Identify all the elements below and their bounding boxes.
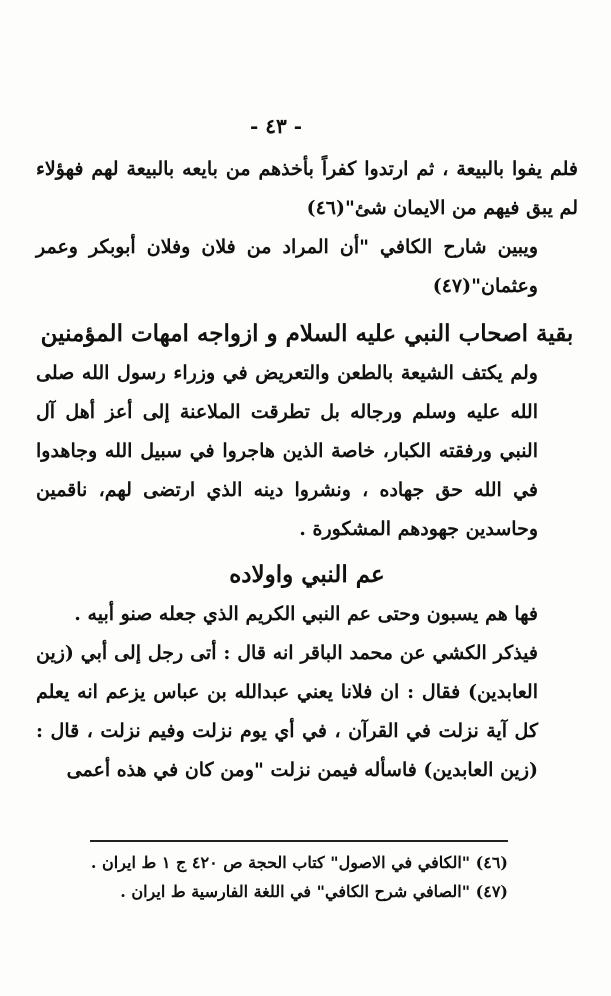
- paragraph: فها هم يسبون وحتى عم النبي الكريم الذي جعله صنو أبيه .: [74, 603, 538, 625]
- paragraph: ويبين شارح الكافي "أن المراد من فلان وفلان أبوبكر وعمر وعثمان"(٤٧): [36, 236, 538, 297]
- paragraph: فيذكر الكشي عن محمد الباقر انه قال : أتى رجل إلى أبي (زين العابدين) فقال : ان فلانا يعني عبدالله بن عباس يزعم انه يعلم كل آية نزلت في القرآن ، في أي يوم نزلت وفيم نزلت ، قال : (زين العابدين) فاسأله فيمن نزلت "ومن كان في هذه أعمى: [36, 642, 538, 781]
- main-text: [36, 150, 578, 790]
- paragraph: ولم يكتف الشيعة بالطعن والتعريض في وزراء رسول الله صلى الله عليه وسلم ورجاله بل تطرقت الملاعنة إلى أعز أهل آل النبي ورفقته الكبار، خاصة الذين هاجروا في سبيل الله وجاهدوا في الله حق جهاده ، ونشروا دينه الذي ارتضى لهم، ناقمين وحاسدين جهودهم المشكورة .: [36, 362, 538, 540]
- footnote-divider: [90, 840, 508, 842]
- page-number: - ٤٣ -: [250, 114, 303, 138]
- footnote: (٤٧) "الصافي شرح الكافي" في اللغة الفارسية ط ايران .: [120, 882, 508, 901]
- footnote: (٤٦) "الكافي في الاصول" كتاب الحجة ص ٤٢٠ ج ١ ط ايران .: [90, 853, 508, 872]
- section-heading: عم النبي واولاده: [229, 561, 385, 588]
- section-heading: بقية اصحاب النبي عليه السلام و ازواجه امهات المؤمنين: [40, 320, 574, 347]
- paragraph: فلم يفوا بالبيعة ، ثم ارتدوا كفراً بأخذهم من بايعه بالبيعة لهم فهؤلاء لم يبق فيهم من الايمان شئ"(٤٦): [36, 158, 578, 219]
- footnotes: [90, 848, 508, 906]
